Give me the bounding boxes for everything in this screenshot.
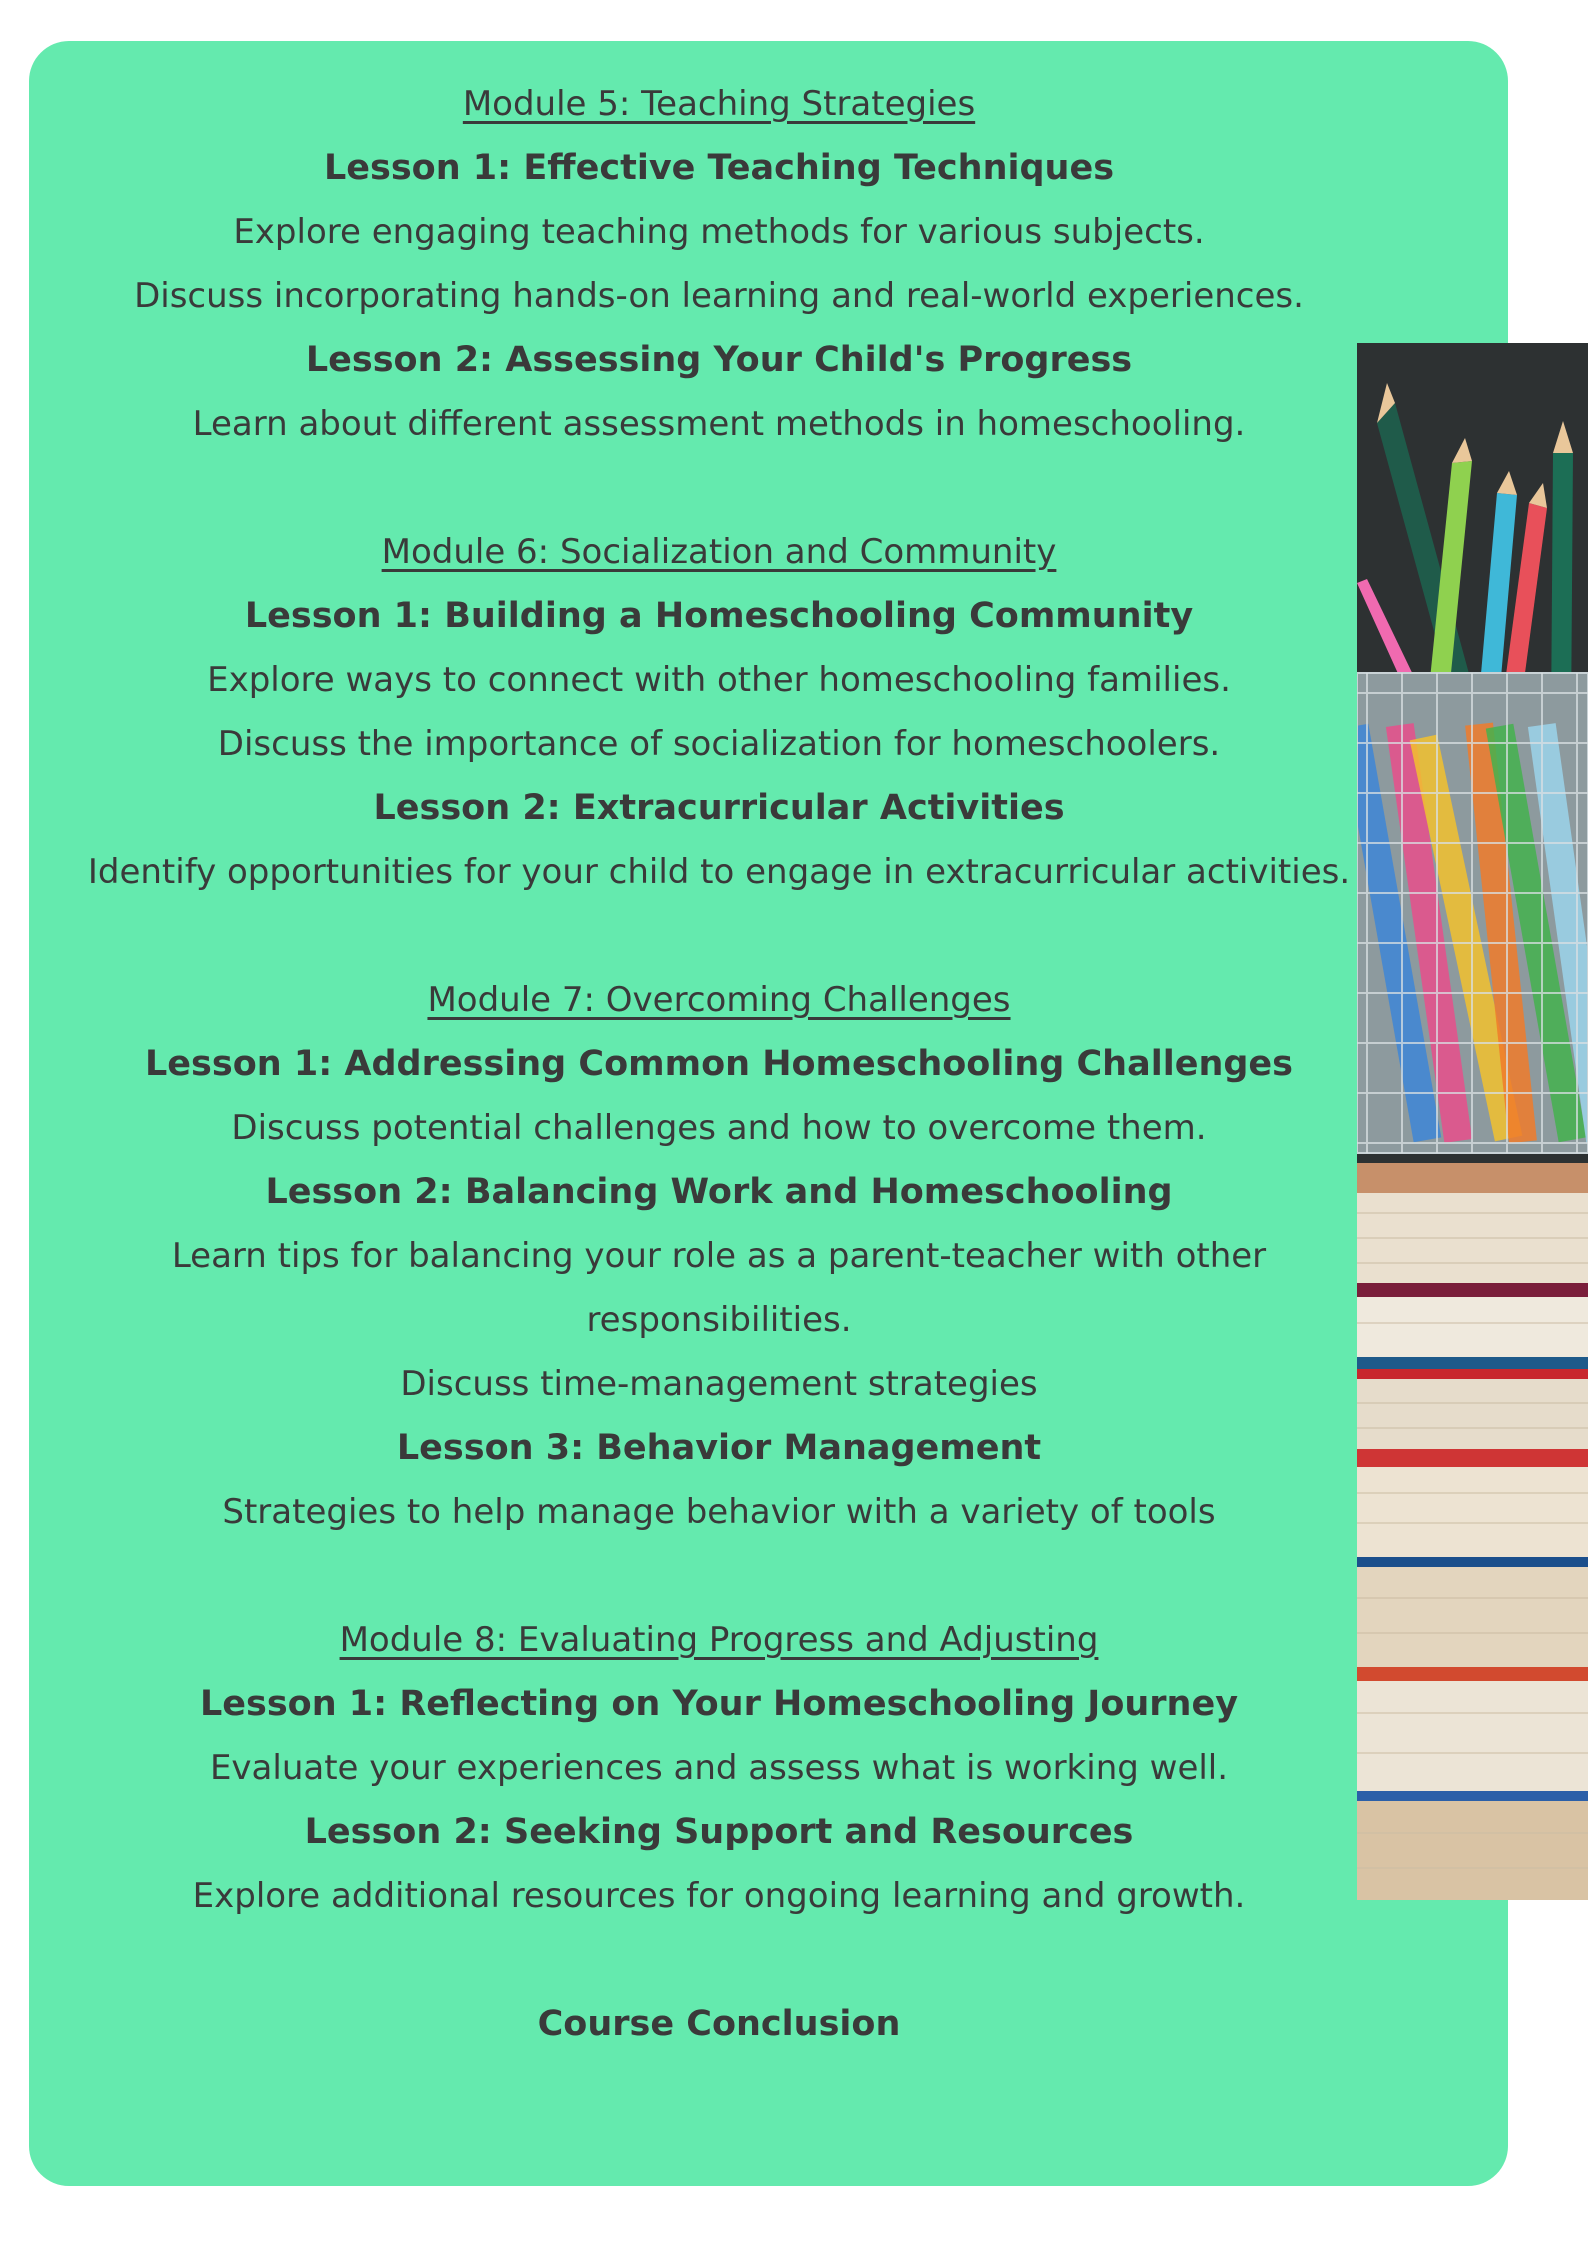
lesson-title: Lesson 3: Behavior Management xyxy=(396,1428,1042,1468)
lesson-title: Lesson 1: Reflecting on Your Homeschooling Journey xyxy=(199,1684,1239,1724)
lesson-title: Lesson 2: Balancing Work and Homeschooling xyxy=(265,1172,1173,1212)
module-heading: Module 8: Evaluating Progress and Adjusting xyxy=(339,1620,1099,1660)
lesson-title: Lesson 1: Building a Homeschooling Community xyxy=(244,596,1194,636)
lesson-description: Discuss incorporating hands-on learning and real-world experiences. xyxy=(134,276,1304,316)
lesson-title: Lesson 2: Assessing Your Child's Progress xyxy=(305,340,1133,380)
lesson-description: Discuss time-management strategies xyxy=(400,1364,1038,1404)
module-heading: Module 7: Overcoming Challenges xyxy=(427,980,1011,1020)
lesson-title: Lesson 2: Seeking Support and Resources xyxy=(304,1812,1134,1852)
lesson-description: responsibilities. xyxy=(586,1300,852,1340)
lesson-title: Lesson 1: Addressing Common Homeschooling Challenges xyxy=(145,1044,1293,1084)
lesson-description: Explore ways to connect with other homeschooling families. xyxy=(207,660,1231,700)
lesson-description: Identify opportunities for your child to engage in extracurricular activities. xyxy=(87,852,1351,892)
lesson-description: Explore engaging teaching methods for various subjects. xyxy=(233,212,1205,252)
lesson-title: Lesson 1: Effective Teaching Techniques xyxy=(323,148,1115,188)
lesson-description: Discuss potential challenges and how to overcome them. xyxy=(231,1108,1207,1148)
lesson-title: Lesson 2: Extracurricular Activities xyxy=(373,788,1065,828)
lesson-description: Learn tips for balancing your role as a parent-teacher with other xyxy=(171,1236,1267,1276)
course-outline xyxy=(29,72,1409,2056)
lesson-description: Evaluate your experiences and assess what is working well. xyxy=(209,1748,1229,1788)
course-conclusion: Course Conclusion xyxy=(537,2004,901,2044)
module-heading: Module 5: Teaching Strategies xyxy=(462,84,976,124)
lesson-description: Explore additional resources for ongoing learning and growth. xyxy=(192,1876,1246,1916)
lesson-description: Discuss the importance of socialization for homeschoolers. xyxy=(217,724,1221,764)
module-heading: Module 6: Socialization and Community xyxy=(381,532,1057,572)
lesson-description: Strategies to help manage behavior with a variety of tools xyxy=(222,1492,1216,1532)
lesson-description: Learn about different assessment methods in homeschooling. xyxy=(192,404,1246,444)
